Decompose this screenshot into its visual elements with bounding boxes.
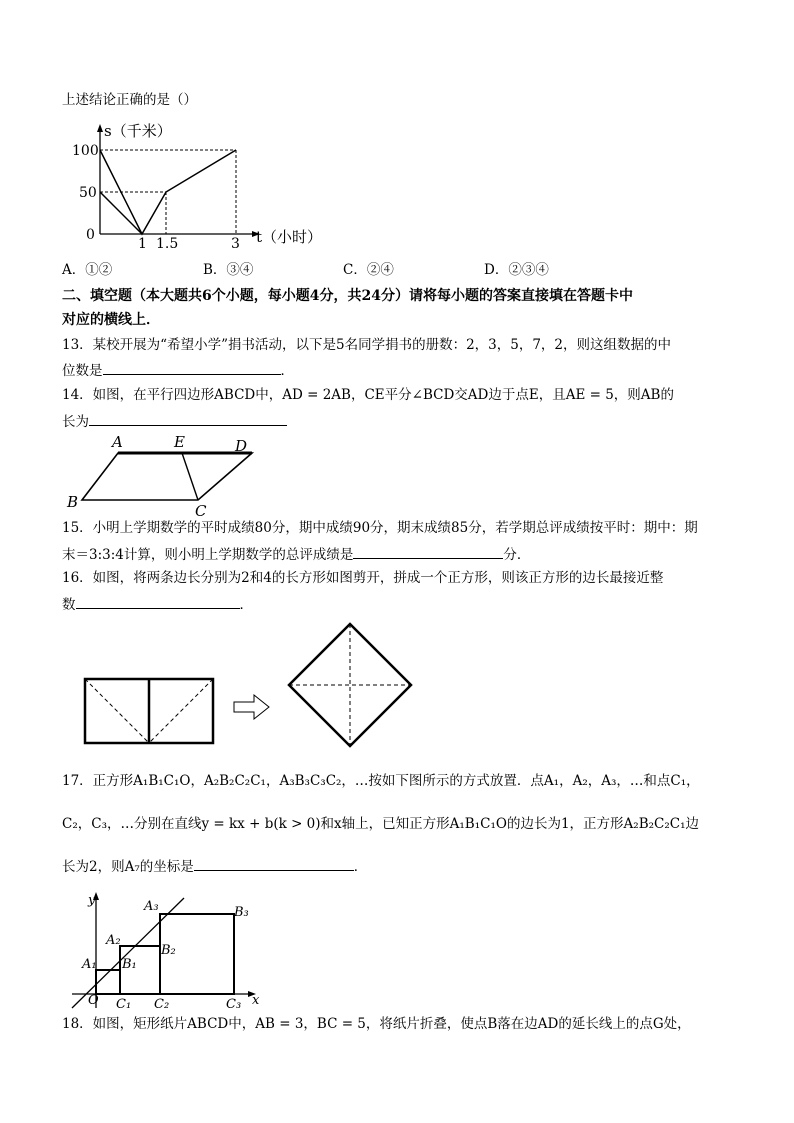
label-x: x: [252, 993, 260, 1008]
tick-1.5: 1.5: [156, 236, 179, 252]
section-heading-line1: 二、填空题（本大题共6个小题，每小题4分，共24分）请将每小题的答案直接填在答题卡中: [62, 288, 633, 304]
q17-text: 长为2，则A₇的坐标是: [62, 859, 194, 875]
q14-text: 长为: [62, 414, 89, 430]
q16-end: ．: [239, 597, 253, 613]
q16-text: 数: [62, 597, 76, 613]
q16-line2: [62, 594, 253, 614]
tick-100: 100: [72, 143, 99, 159]
label-e: E: [174, 433, 185, 451]
q12-graph: [60, 120, 330, 255]
label-c: C: [195, 502, 207, 520]
label-c1: C₁: [116, 997, 132, 1012]
cut-line-left: [85, 679, 149, 743]
label-a: A: [112, 433, 123, 451]
q14-answer-blank[interactable]: [89, 411, 287, 426]
tick-0: 0: [86, 227, 95, 243]
q15-line1: 15．小明上学期数学的平时成绩80分，期中成绩90分，期末成绩85分，若学期总评成绩按平时：期中：期: [62, 520, 698, 536]
arrow-icon: [234, 695, 269, 719]
q16-line1: 16．如图，将两条边长分别为2和4的长方形如图剪开，拼成一个正方形，则该正方形的边长最接近整: [62, 570, 664, 586]
label-b3: B₃: [234, 905, 249, 920]
q15-end: 分．: [503, 547, 531, 563]
q14-line2: [62, 411, 287, 431]
q17-answer-blank[interactable]: [194, 856, 354, 871]
q13-answer-blank[interactable]: [103, 360, 281, 375]
tick-3: 3: [231, 236, 240, 252]
q14-line1: 14．如图，在平行四边形ABCD中，AD = 2AB，CE平分∠BCD交AD边于点E，且AE = 5，则AB的: [62, 387, 674, 403]
route-line: [100, 150, 236, 234]
label-y: y: [88, 893, 96, 908]
option-b: B．③④: [203, 262, 254, 278]
label-c2: C₂: [154, 997, 170, 1012]
q17-line3: [62, 856, 367, 876]
label-c3: C₃: [226, 997, 242, 1012]
tick-50: 50: [79, 185, 97, 201]
square-1: [96, 970, 120, 994]
label-a1: A₁: [82, 957, 97, 972]
label-a2: A₂: [106, 933, 121, 948]
q13-line1: 13．某校开展为“希望小学”捐书活动，以下是5名同学捐书的册数：2，3，5，7，2，则这组数据的中: [62, 337, 672, 353]
label-o: O: [88, 993, 99, 1008]
label-a3: A₃: [144, 899, 159, 914]
q15-answer-blank[interactable]: [353, 544, 503, 559]
square: [289, 624, 411, 746]
q12-prompt: 上述结论正确的是（）: [62, 92, 197, 108]
y-axis-arrow: [97, 124, 103, 132]
q17-line2: C₂，C₃，…分别在直线y = kx + b(k > 0)和x轴上，已知正方形A₁B₁C₁O的边长为1，正方形A₂B₂C₂C₁边: [62, 816, 700, 832]
option-d: D．②③④: [484, 262, 549, 278]
q14-parallelogram-figure: [64, 432, 254, 518]
y-axis-label: s（千米）: [104, 122, 172, 140]
tick-1: 1: [138, 236, 147, 252]
q16-rectangle-figure: [82, 622, 422, 748]
cut-line-right: [149, 679, 213, 743]
q15-text: 末＝3:3:4计算，则小明上学期数学的总评成绩是: [62, 547, 354, 563]
label-d: D: [235, 437, 248, 455]
option-c: C．②④: [343, 262, 394, 278]
section-heading-line2: 对应的横线上．: [62, 312, 160, 328]
label-b1: B₁: [122, 957, 137, 972]
x-axis-label: t（小时）: [256, 228, 323, 246]
q13-line2: [62, 360, 294, 380]
label-b: B: [67, 493, 79, 511]
segment-ce: [182, 453, 198, 500]
q17-line1: 17．正方形A₁B₁C₁O，A₂B₂C₂C₁，A₃B₃C₃C₂，…按如下图所示的方式放置．点A₁，A₂，A₃，…和点C₁，: [62, 773, 700, 789]
label-b2: B₂: [161, 943, 176, 958]
q17-end: ．: [353, 859, 368, 875]
q17-squares-figure: [66, 890, 276, 1010]
return-line: [100, 192, 142, 234]
q16-answer-blank[interactable]: [76, 594, 240, 609]
q15-line2: [62, 544, 530, 564]
q13-end: ．: [280, 363, 294, 379]
option-a: A．①②: [62, 262, 113, 278]
parallelogram: [82, 453, 252, 500]
q18-line1: 18．如图，矩形纸片ABCD中，AB = 3，BC = 5，将纸片折叠，使点B落在边AD的延长线上的点G处，: [62, 1016, 691, 1032]
q13-text: 位数是: [62, 363, 103, 379]
